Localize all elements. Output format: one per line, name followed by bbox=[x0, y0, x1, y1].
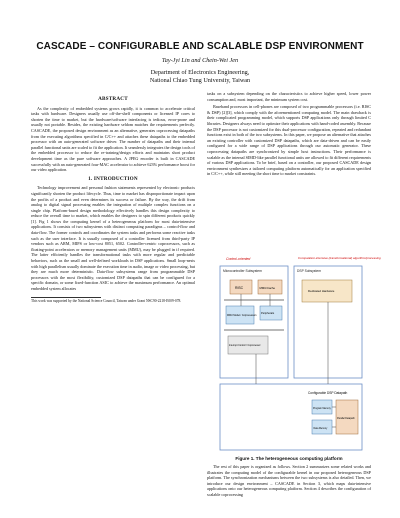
block-mmu-model-label: MMU Model / Coprocessors bbox=[227, 314, 257, 317]
right-col-continued-text: tasks on a subsystem depending on the characteristics to achieve higher speed, lower power consumption and, most important, the minimum system cost. bbox=[207, 91, 371, 102]
affiliation-line-1: Department of Electronics Engineering, bbox=[150, 69, 250, 76]
block-peripherals-label: Peripherals bbox=[261, 312, 275, 315]
affiliation-line-2: National Chiao Tung University, Taiwan bbox=[149, 76, 251, 84]
figure-label-computation: Computation-intensive (transformational) algorithm/processing bbox=[298, 256, 381, 260]
figure-label-control: Control-oriented bbox=[226, 257, 251, 261]
abstract-heading: ABSTRACT bbox=[98, 96, 128, 102]
figure-1-diagram bbox=[216, 254, 381, 454]
block-parallel-datapath bbox=[336, 400, 358, 434]
block-data-memory bbox=[312, 420, 332, 434]
block-program-memory bbox=[312, 400, 332, 414]
introduction-text: Technology improvement and personal fashion statements represented by electronic products significantly shorten the product lifecycle. Thus, time to market has disproportionate impact upon the profits of a product and even determines its success or failure. By the way, the drift from analog to digital signal processing enables the integration of multiple complex functions on a single chip. Platform-based design methodology effectively handles this design complexity to reduce the overall time to market, which enables the designers to spin different products quickly [1]. Fig 1 shows the computing kernel of a heterogeneous platform for most data-intensive applications. It consists of two subsystems with distinct computing paradigms – control-flow and data-flow. The former controls and coordinates the system tasks and performs some reactive tasks such as the user interface. It is usually composed of a controller licensed from third-party IP vendors such as ARM, MIPS or low-cost 8051, 6502. Controller-centric coprocessors, such as floating-point accelerators or memory management units (MMU), may be plugged in if required. The latter efficiently handles the transformational tasks with more regular and predictable behaviors, such as the small and well-defined workloads in DSP applications. Small loop-nests with high parallelism usually dominate the execution time in audio, image or video processing, but they are much more deterministic. Data-flow subsystems range from programmable DSP processors with the most flexibility, customized DSP datapaths that can be configured for a specific domain, or some fixed-function ASIC to achieve the maximum performance. An optimal embedded system allocates bbox=[31, 185, 195, 291]
left-column bbox=[31, 97, 195, 304]
block-interrupt-label: Interrupt Control / Coprocessor bbox=[229, 345, 261, 347]
paper-authors: Tay-Jyi Lin and Chein-Wei Jen bbox=[161, 57, 239, 64]
block-data-memory-label: Data Memory bbox=[313, 428, 328, 430]
block-mmu-cache-label: MMU/Cache bbox=[259, 286, 276, 290]
right-col-bottom-text: The rest of this paper is organized as follows. Section 2 summarizes some related works and illustrates the computing model of the configurable kernel in our proposed heterogeneous DSP platform. The synchronization mechanisms between the two subsystems is also detailed. Then, we introduce our design environment – CASCADE in Section 3, which maps data-intensive applications onto our heterogeneous computing platform. Section 4 describes the configuration of scalable coprocessing bbox=[207, 464, 371, 497]
footnote: This work was supported by the National Science Council, Taiwan under Grant NSC90-2218-E009-078. bbox=[31, 299, 182, 304]
block-dedicated-hw-label: Dedicated Hardware bbox=[308, 289, 335, 293]
block-configurable-dsp-label: Configurable DSP Datapath bbox=[308, 391, 348, 395]
figure-1-caption: Figure 1. The heterogeneous computing platform bbox=[235, 456, 343, 461]
right-column bbox=[207, 91, 371, 177]
figure-label-dsp: DSP Subsystem bbox=[297, 269, 321, 273]
paper-title: CASCADE – CONFIGURABLE AND SCALABLE DSP ENVIRONMENT bbox=[36, 41, 364, 52]
block-program-memory-label: Program Memory bbox=[313, 408, 331, 410]
introduction-heading: 1. INTRODUCTION bbox=[88, 175, 138, 182]
block-parallel-datapath-label: Parallel Datapath bbox=[337, 418, 355, 420]
paper-affiliation bbox=[0, 69, 400, 84]
right-column-bottom bbox=[207, 464, 371, 498]
figure-1 bbox=[216, 254, 381, 454]
footnote-rule bbox=[31, 297, 101, 298]
figure-label-micro: Microcontroller Subsystem bbox=[223, 269, 262, 273]
block-risc-label: RISC bbox=[235, 286, 244, 290]
right-col-paragraph: Baseband processors in cell-phones are composed of two programmable processors (i.e. RISC & DSP) [2][3], which comply with the aforementioned computing model. The main drawback is their complicated programming model, which supports DSP applications only through limited C libraries. Designers always need to optimize their applications with hand-coded assembly. Because the DSP processor is not customized for this dual-processor configuration, repeated and redundant functions exist in both of the two subsystems. In this paper, we propose an alternative that attaches an existing controller with customized DSP datapaths, which are data-driven and can be easily configured for a wide range of DSP applications through our automatic generator. These coprocessing datapaths are synchronized by simple host instructions. Their performance is scalable as the internal SIMD-like parallel functional units are allowed to fit different requirements of various DSP applications. To be brief, based on a controller, our proposed CASCADE design environment synthesizes a tailored computing platform automatically for an application specified in C/C++, while still meeting the short time to market constraints. bbox=[207, 104, 371, 177]
abstract-text: As the complexity of embedded systems grows rapidly, it is common to accelerate critical tasks with hardware. Designers usually use off-the-shelf components or licensed IP cores to shorten the time to market, but the hardware/software interfacing is tedious, error-prone and usually not portable. Besides, the existing hardware seldom matches the requirements perfectly. CASCADE, the proposed design environment as an alternative, generates coprocessing datapaths from the executing algorithms specified in C/C++ and attaches these datapaths to the embedded processor with an auto-generated software driver. The number of datapaths and their internal parallel functional units are scaled to fit the application. It seamlessly integrates the design tools of the embedded processor to reduce the re-training/design efforts and maintains short product development time as the pure software approaches. A JPEG encoder is built in CASCADE successfully with an auto-generated four-MAC accelerator to achieve 623% performance boost for our video application. bbox=[31, 105, 195, 173]
